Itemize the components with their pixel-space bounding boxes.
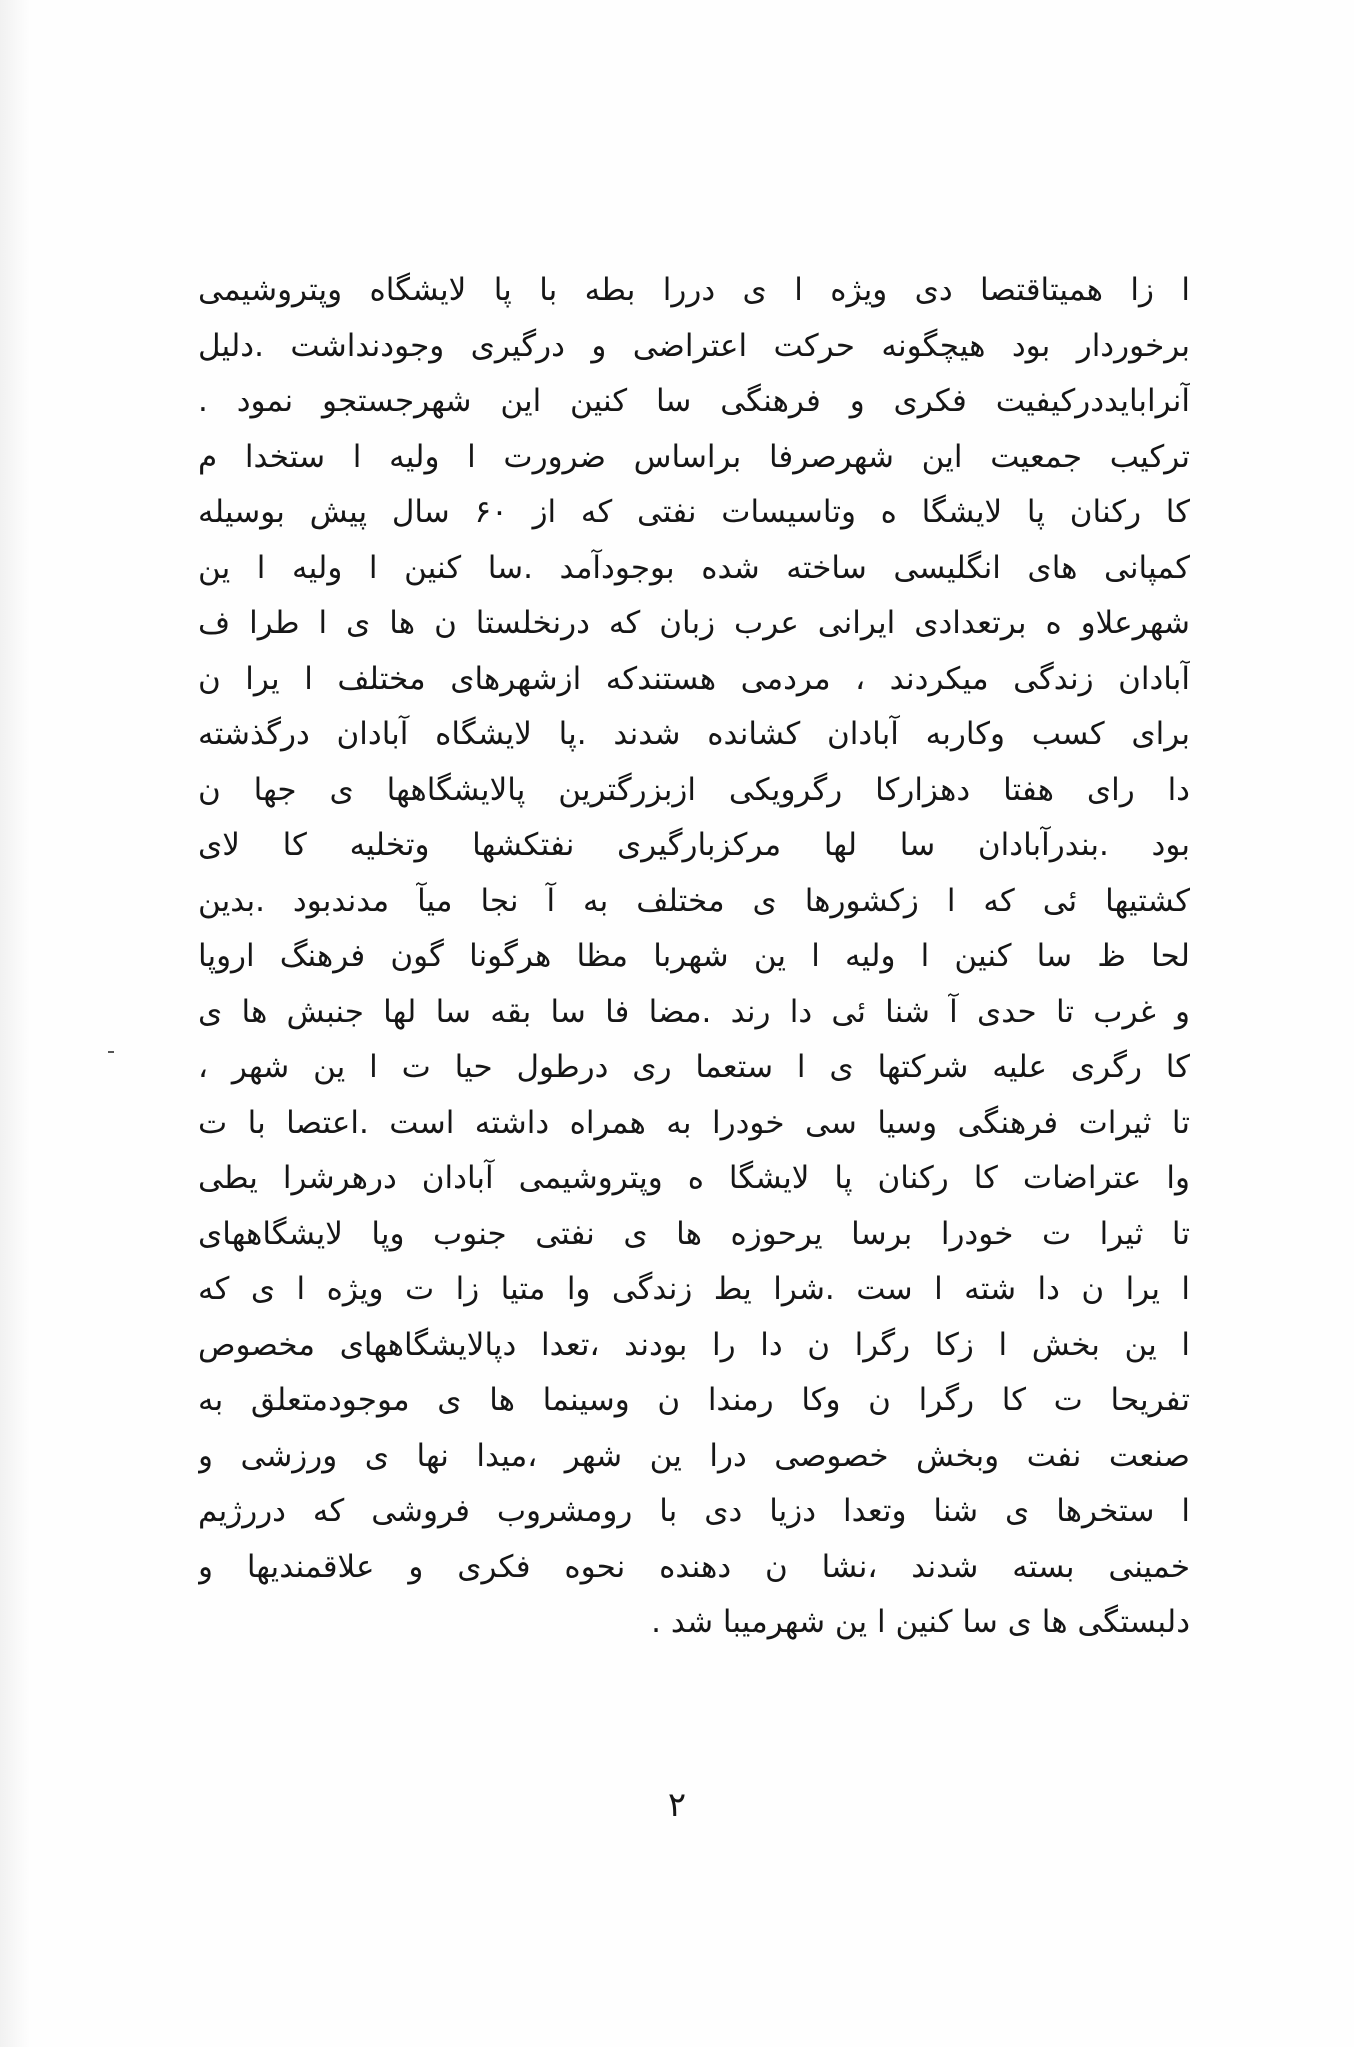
text-line: کا رگری علیه شرکتها ی ا ستعما ری درطول حیا ت ا ین شهر ،	[198, 1049, 1190, 1085]
text-line: برخوردار بود هیچگونه حرکت اعتراضی و درگیری وجودنداشت .دلیل	[198, 327, 1190, 364]
text-line: برای کسب وکاربه آبادان کشانده شدند .پا لایشگاه آبادان درگذشته	[198, 716, 1190, 752]
text-line: صنعت نفت وبخش خصوصی درا ین شهر ،میدا نها ی ورزشی و	[198, 1437, 1190, 1474]
text-line: دا رای هفتا دهزارکا رگرویکی ازبزرگترین پالایشگاهها ی جها ن	[198, 771, 1190, 808]
text-line: لحا ظ سا کنین ا ولیه ا ین شهربا مظا هرگونا گون فرهنگ اروپا	[198, 938, 1190, 974]
text-line: ا ستخرها ی شنا وتعدا دزیا دی با رومشروب فروشی که دررژیم	[198, 1493, 1190, 1529]
text-line: آنرابایددرکیفیت فکری و فرهنگی سا کنین این شهرجستجو نمود .	[198, 383, 1190, 419]
page-number: ۲	[667, 1785, 687, 1825]
page-edge-shadow	[0, 0, 30, 2047]
stray-ink-mark	[108, 1051, 114, 1053]
text-line: شهرعلاو ه برتعدادی ایرانی عرب زبان که درنخلستا ن ها ی ا طرا ف	[198, 605, 1190, 641]
text-line: خمینی بسته شدند ،نشا ن دهنده نحوه فکری و علاقمندیها و	[198, 1548, 1190, 1585]
text-line: تا ثیرات فرهنگی وسیا سی خودرا به همراه داشته است .اعتصا با ت	[198, 1104, 1190, 1141]
text-line: ترکیب جمعیت این شهرصرفا براساس ضرورت ا ولیه ا ستخدا م	[198, 438, 1190, 475]
text-line: بود .بندرآبادان سا لها مرکزبارگیری نفتکشها وتخلیه کا لای	[198, 827, 1190, 863]
body-text	[198, 263, 1190, 1651]
text-line: آبادان زندگی میکردند ، مردمی هستندکه ازشهرهای مختلف ا یرا ن	[198, 660, 1190, 697]
text-line: کمپانی های انگلیسی ساخته شده بوجودآمد .سا کنین ا ولیه ا ین	[198, 549, 1190, 586]
text-line: تفریحا ت کا رگرا ن وکا رمندا ن وسینما ها ی موجودمتعلق به	[198, 1382, 1190, 1418]
text-line: کا رکنان پا لایشگا ه وتاسیسات نفتی که از ۶۰ سال پیش بوسیله	[198, 494, 1190, 530]
text-line: ا یرا ن دا شته ا ست .شرا یط زندگی وا متیا زا ت ویژه ا ی که	[198, 1271, 1190, 1307]
text-line: و غرب تا حدی آ شنا ئی دا رند .مضا فا سا بقه سا لها جنبش ها ی	[198, 993, 1190, 1030]
text-line: ا ین بخش ا زکا رگرا ن دا را بودند ،تعدا دپالایشگاههای مخصوص	[198, 1326, 1190, 1363]
text-line: ا زا همیتاقتصا دی ویژه ا ی دررا بطه با پا لایشگاه وپتروشیمی	[198, 272, 1190, 308]
text-line: وا عتراضات کا رکنان پا لایشگا ه وپتروشیمی آبادان درهرشرا یطی	[198, 1160, 1190, 1196]
text-line: کشتیها ئی که ا زکشورها ی مختلف به آ نجا میآ مدندبود .بدین	[198, 882, 1190, 919]
text-line: تا ثیرا ت خودرا برسا یرحوزه ها ی نفتی جنوب وپا لایشگاههای	[198, 1215, 1190, 1252]
text-line: دلبستگی ها ی سا کنین ا ین شهرمیبا شد .	[651, 1604, 1190, 1640]
